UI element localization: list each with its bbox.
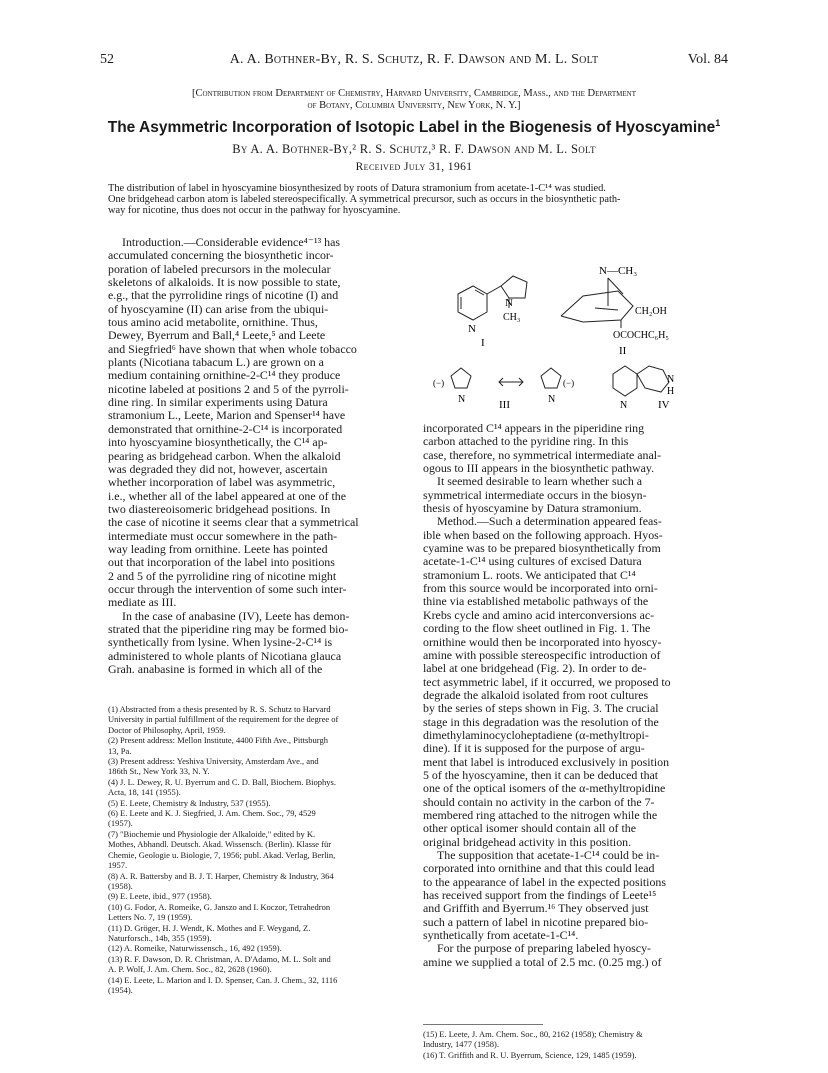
footnote-line: (3) Present address: Yeshiva University, Amsterdam Ave., and: [108, 756, 319, 767]
body-line: cording to the flow sheet outlined in Fig. 1. The: [423, 622, 651, 636]
body-line: degrade the alkaloid isolated from root cultures: [423, 688, 649, 702]
right-footnotes: [423, 1029, 728, 1060]
body-line: Introduction.—Considerable evidence⁴⁻¹³ has: [122, 236, 340, 249]
II-nmethyl: N—CH₃: [599, 265, 638, 277]
IV-label: IV: [658, 399, 670, 411]
III-ring-left: [451, 368, 471, 388]
body-line: one of the optical isomers of the α-methyltropidine: [423, 782, 666, 796]
body-line: accumulated concerning the biosynthetic incor-: [108, 249, 334, 263]
body-line: 5 of the hyoscyamine, then it can be deduced that: [423, 768, 659, 782]
body-line: Grah. anabasine is formed in which all of the: [108, 663, 323, 676]
body-line: strated that the piperidine ring may be formed bio-: [108, 622, 349, 636]
footnote-line: (1958).: [108, 880, 133, 891]
IV-n-pyridine: N: [620, 400, 628, 411]
body-line: For the purpose of preparing labeled hyoscy-: [437, 942, 651, 956]
body-line: Dewey, Byerrum and Ball,⁴ Leete,⁵ and Leete: [108, 329, 326, 343]
III-pyridine: [613, 366, 637, 396]
body-line: symmetrical intermediate occurs in the biosyn-: [423, 488, 647, 502]
footnote-line: (5) E. Leete, Chemistry & Industry, 537 (1955).: [108, 797, 271, 808]
body-line: In the case of anabasine (IV), Leete has demon-: [122, 609, 350, 623]
body-line: stramonium L., Leete, Marion and Spenser¹⁴ have: [108, 409, 346, 423]
IV-h: H: [667, 386, 675, 397]
body-line: thesis of hyoscyamine by Datura stramonium.: [423, 502, 642, 516]
footnote-line: University in partial fulfillment of the requirement for the degree of: [108, 714, 339, 725]
body-line: Krebs cycle and amino acid interconversions ac-: [423, 608, 655, 622]
body-line: acetate-1-C¹⁴ using cultures of excised Datura: [423, 555, 642, 569]
contribution-note: [100, 88, 728, 112]
abstract: [108, 183, 720, 216]
footnote-line: Letters No. 7, 19 (1959).: [108, 912, 193, 923]
body-line: out that incorporation of the label into positions: [108, 556, 335, 570]
footnote-line: (11) D. Gröger, H. J. Wendt, K. Mothes and F. Weygand, Z.: [108, 922, 311, 933]
body-line: stramonium L. roots. We anticipated that C¹⁴: [423, 568, 636, 582]
footnote-line: Acta, 18, 141 (1955).: [108, 787, 181, 798]
body-line: original bridgehead activity in this position.: [423, 835, 632, 849]
III-ring-right: [541, 368, 561, 388]
body-line: of hyoscyamine (II) can arise from the ubiqui-: [108, 302, 329, 316]
body-line: dimethylaminocycloheptadiene (α-methyltropi-: [423, 728, 649, 742]
chemical-structures: [423, 236, 728, 418]
body-line: pearing as bridgehead carbon. When the alkaloid: [108, 449, 341, 463]
left-footnotes: [108, 704, 413, 995]
III-charge-right: (−): [563, 378, 575, 388]
footnote-line: (1957).: [108, 818, 133, 829]
footnote-line: (2) Present address: Mellon Institute, 4400 Fifth Ave., Pittsburgh: [108, 735, 328, 746]
body-line: ogous to III appears in the biosynthetic pathway.: [423, 462, 655, 476]
footnote-line: (12) A. Romeike, Naturwissensch., 16, 492 (1959).: [108, 943, 282, 954]
footnote-line: A. P. Wolf, J. Am. Chem. Soc., 82, 2628 (1960).: [108, 964, 272, 975]
footnote-line: (1) Abstracted from a thesis presented by R. S. Schutz to Harvard: [108, 704, 331, 714]
body-line: ornithine would then be incorporated into hyoscy-: [423, 635, 662, 649]
body-line: nicotine labeled at positions 2 and 5 of the pyrroli-: [108, 382, 349, 396]
footnote-line: 186th St., New York 33, N. Y.: [108, 766, 210, 777]
structure-III: [451, 366, 669, 396]
body-line: by the series of steps shown in Fig. 3. The crucial: [423, 702, 659, 716]
footnote-line: (9) E. Leete, ibid., 977 (1958).: [108, 891, 212, 902]
received-date: Received July 31, 1961: [355, 161, 473, 173]
contribution-line: of Botany, Columbia University, New York, N. Y.]: [307, 100, 521, 111]
pyrrolidine-ring-I: [501, 276, 527, 298]
IV-n-piperidine: N: [667, 374, 675, 385]
III-label: III: [499, 399, 510, 411]
body-line: from this source would be incorporated into orni-: [423, 582, 658, 596]
footnote-line: (1954).: [108, 984, 133, 995]
left-column: [108, 236, 413, 676]
body-line: cyamine was to be prepared biosynthetically from: [423, 542, 661, 556]
title-text: The Asymmetric Incorporation of Isotopic Label in the Biogenesis of Hyoscyamine: [107, 119, 716, 137]
footnote-line: 13, Pa.: [108, 745, 132, 756]
footnote-line: (16) T. Griffith and R. U. Byerrum, Science, 129, 1485 (1959).: [423, 1049, 637, 1060]
body-line: dine ring. In similar experiments using Datura: [108, 396, 328, 410]
body-line: mediate as III.: [108, 596, 177, 610]
footnote-line: Industry, 1477 (1958).: [423, 1039, 499, 1050]
footnote-line: (7) "Biochemie und Physiologie der Alkaloide," edited by K.: [108, 828, 316, 839]
footnote-line: (13) R. F. Dawson, D. R. Christman, A. D'Adamo, M. L. Solt and: [108, 953, 331, 964]
body-line: whether incorporation of label was asymmetric,: [108, 476, 336, 490]
footnote-line: (8) A. R. Battersby and B. J. T. Harper, Chemistry & Industry, 364: [108, 870, 334, 881]
body-line: poration of labeled precursors in the molecular: [108, 262, 331, 276]
body-line: thine via established metabolic pathways of the: [423, 595, 649, 609]
body-line: case, therefore, no symmetrical intermediate anal-: [423, 448, 662, 462]
footnote-line: (14) E. Leete, L. Marion and I. D. Spenser, Can. J. Chem., 32, 1116: [108, 974, 338, 985]
footnote-line: Mothes, Abhandl. Deutsch. Akad. Wissensch. (Berlin). Klasse für: [108, 839, 332, 850]
body-line: such a pattern of label in nicotine prepared bio-: [423, 915, 649, 929]
body-line: into hyoscyamine biosynthetically, the C¹⁴ ap-: [108, 436, 328, 450]
title-footnote-marker: 1: [715, 118, 721, 128]
structure-II: [561, 278, 633, 328]
body-line: ible when based on the following approach. Hyos-: [423, 528, 663, 542]
running-authors: A. A. Bothner-By, R. S. Schutz, R. F. Dawson and M. L. Solt: [229, 52, 599, 67]
body-line: intermediate must occur somewhere in the path-: [108, 529, 338, 543]
byline: By A. A. Bothner-By,² R. S. Schutz,³ R. F. Dawson and M. L. Solt: [232, 142, 596, 156]
III-charge-left: (−): [433, 378, 445, 388]
body-line: the case of nicotine it seems clear that a symmetrical: [108, 516, 359, 530]
contribution-line: [Contribution from Department of Chemistry, Harvard University, Cambridge, Mass., and the Department: [191, 88, 637, 99]
footnote-line: Chemie, Geologie u. Biologie, 7, 1956; publ. Akad. Verlag, Berlin,: [108, 849, 336, 860]
body-line: should contain no activity in the carbon of the 7-: [423, 795, 655, 809]
body-line: dine). If it is supposed for the purpose of argu-: [423, 742, 645, 756]
footnote-line: 1957.: [108, 860, 128, 871]
body-line: plants (Nicotiana tabacum L.) are grown on a: [108, 356, 324, 370]
body-line: e.g., that the pyrrolidine rings of nicotine (I) and: [108, 289, 339, 303]
III-n-right: N: [548, 394, 556, 405]
I-n-pyrrolidine: N: [505, 297, 513, 309]
body-line: amine we supplied a total of 2.5 mc. (0.25 mg.) of: [423, 955, 662, 969]
pyridine-ring-I: [458, 286, 487, 320]
IV-piperidine: [637, 366, 669, 392]
body-line: synthetically from acetate-1-C¹⁴.: [423, 929, 579, 943]
body-line: stage in this degradation was the resolution of the: [423, 715, 659, 729]
body-line: It seemed desirable to learn whether such a: [437, 475, 643, 489]
body-line: tect asymmetric label, if it occurred, we proposed to: [423, 675, 671, 689]
II-label: II: [619, 345, 627, 357]
body-line: administered to whole plants of Nicotiana glauca: [108, 649, 342, 663]
body-line: carbon attached to the pyridine ring. In this: [423, 435, 629, 449]
body-line: skeletons of alkaloids. It is now possible to state,: [108, 276, 341, 290]
I-label: I: [481, 337, 485, 349]
body-line: Method.—Such a determination appeared feas-: [437, 515, 662, 529]
page-number: 52: [100, 52, 114, 67]
body-line: was degraded they did not, however, ascertain: [108, 462, 328, 476]
I-methyl: CH₃: [503, 312, 521, 323]
body-line: two diastereoisomeric bridgehead positions. In: [108, 502, 331, 516]
body-line: synthetically from lysine. When lysine-2-C¹⁴ is: [108, 636, 333, 650]
body-line: incorporated C¹⁴ appears in the piperidine ring: [423, 422, 645, 435]
footnote-line: (15) E. Leete, J. Am. Chem. Soc., 80, 2162 (1958); Chemistry &: [423, 1029, 643, 1039]
right-column: [423, 422, 728, 969]
abstract-line: One bridgehead carbon atom is labeled stereospecifically. A symmetrical precursor, such as occurs in the biosynthetic path-: [108, 194, 621, 205]
body-line: label at one bridgehead (Fig. 2). In order to de-: [423, 662, 647, 676]
abstract-line: way for nicotine, thus does not occur in the pathway for hyoscyamine.: [108, 205, 401, 216]
volume-label: Vol. 84: [687, 52, 728, 67]
body-line: has received support from the findings of Leete¹⁵: [423, 889, 657, 903]
body-line: amine with possible stereospecific introduction of: [423, 648, 661, 662]
body-line: ment that label is introduced exclusively in position: [423, 755, 670, 769]
body-line: membered ring attached to the nitrogen while the: [423, 808, 658, 822]
body-line: The supposition that acetate-1-C¹⁴ could be in-: [437, 849, 660, 862]
body-line: to the appearance of label in the expected positions: [423, 875, 667, 889]
body-line: and Siegfried⁶ have shown that when whole tobacco: [108, 342, 357, 356]
I-n-pyridine: N: [468, 323, 476, 335]
II-ester: OCOCHC₆H₅: [613, 330, 669, 341]
footnote-line: Naturforsch., 14b, 355 (1959).: [108, 932, 212, 943]
II-ch2oh: CH₂OH: [635, 306, 667, 317]
footnote-rule: [423, 1024, 543, 1025]
tropane-ring: [561, 291, 633, 322]
body-line: 2 and 5 of the pyrrolidine ring of nicotine might: [108, 569, 337, 583]
footnote-line: (4) J. L. Dewey, R. U. Byerrum and C. D. Ball, Biochem. Biophys.: [108, 776, 336, 787]
abstract-line: The distribution of label in hyoscyamine biosynthesized by roots of Datura stramonium from acetate-1-C¹⁴ was studied.: [108, 183, 606, 194]
footnote-line: (6) E. Leete and K. J. Siegfried, J. Am. Chem. Soc., 79, 4529: [108, 808, 316, 819]
body-line: way leading from ornithine. Leete has pointed: [108, 542, 328, 556]
body-line: medium containing ornithine-2-C¹⁴ they produce: [108, 369, 341, 383]
body-line: demonstrated that ornithine-2-C¹⁴ is incorporated: [108, 422, 343, 436]
footnote-line: Doctor of Philosophy, April, 1959.: [108, 724, 226, 735]
body-line: tous amino acid metabolite, ornithine. Thus,: [108, 316, 318, 330]
body-line: occur through the intervention of some such inter-: [108, 582, 347, 596]
body-line: corporated into ornithine and that this could lead: [423, 862, 655, 876]
body-line: i.e., whether all of the label appeared at one of the: [108, 489, 347, 503]
footnote-line: (10) G. Fodor, A. Romeike, G. Janszo and I. Koczor, Tetrahedron: [108, 901, 331, 912]
article-title: [100, 118, 728, 137]
body-line: other optical isomer should contain all of the: [423, 822, 636, 836]
body-line: and Griffith and Byerrum.¹⁶ They observed just: [423, 902, 649, 916]
III-n-left: N: [458, 394, 466, 405]
